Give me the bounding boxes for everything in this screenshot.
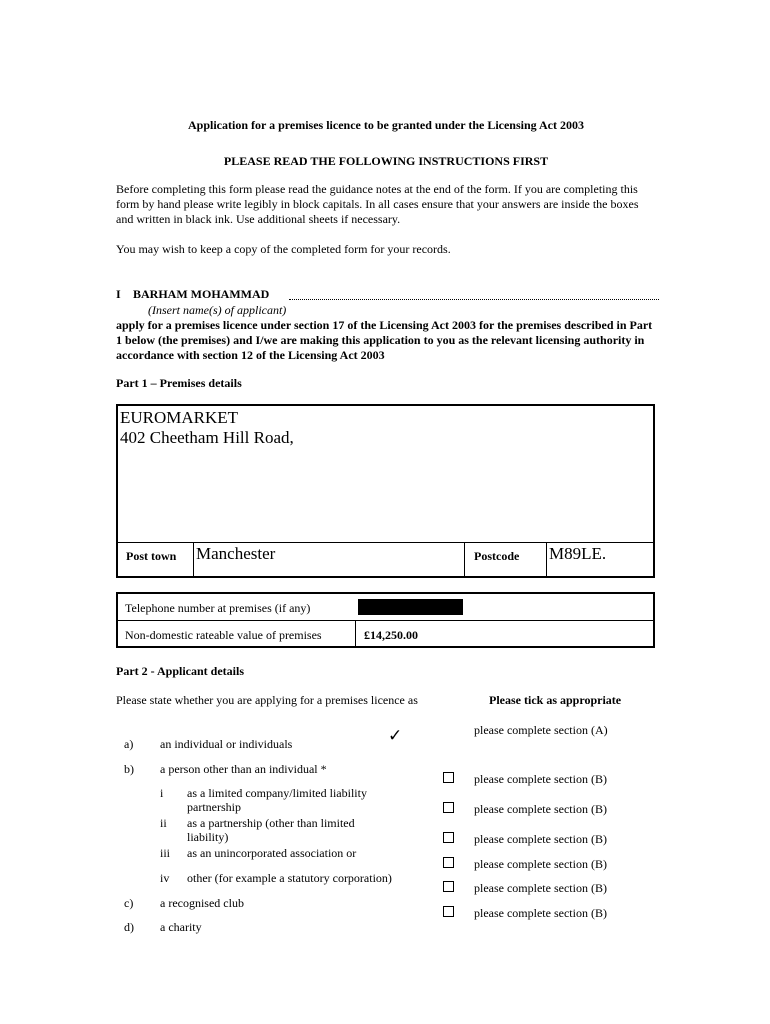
option-b-iii-text: as an unincorporated association or (187, 846, 357, 860)
option-b-section: please complete section (B) (474, 772, 607, 786)
postcode-value[interactable]: M89LE. (549, 544, 607, 563)
option-b-iii-section: please complete section (B) (474, 857, 607, 871)
post-town-label: Post town (126, 549, 177, 563)
option-b-ii-key: ii (160, 816, 167, 830)
info-row-divider (118, 620, 653, 621)
option-a-section: please complete section (A) (474, 723, 608, 737)
rateable-label: Non-domestic rateable value of premises (125, 628, 322, 642)
instructions-heading: PLEASE READ THE FOLLOWING INSTRUCTIONS FIRST (223, 154, 549, 168)
postcode-divider-left (464, 542, 465, 578)
address-line-1[interactable]: EUROMARKET (120, 408, 239, 427)
option-d-text: a charity (160, 920, 202, 934)
address-line-2[interactable]: 402 Cheetham Hill Road, (120, 428, 294, 447)
option-b-key: b) (124, 762, 134, 776)
option-c-checkbox[interactable] (443, 906, 454, 917)
option-b-iii-checkbox[interactable] (443, 857, 454, 868)
copy-note: You may wish to keep a copy of the completed form for your records. (116, 242, 451, 256)
option-b-i-key: i (160, 786, 164, 800)
option-d-key: d) (124, 920, 134, 934)
option-c-section: please complete section (B) (474, 906, 607, 920)
applicant-name[interactable]: BARHAM MOHAMMAD (133, 287, 270, 301)
option-b-i-section: please complete section (B) (474, 802, 607, 816)
instructions-paragraph: Before completing this form please read the guidance notes at the end of the form. If you are completing this form by hand please write legibly in block capitals. In all cases ensure that your answers are inside the boxes and written in black ink. Use additional sheets if necessary. (116, 182, 639, 226)
applicant-prefix: I (116, 287, 121, 301)
applicant-statement: apply for a premises licence under section 17 of the Licensing Act 2003 for the premises described in Part 1 below (the premises) and I/we are making this application to you as the relevant licensing authority in accordance with section 12 of the Licensing Act 2003 (116, 318, 653, 362)
postcode-divider-right (546, 542, 547, 578)
option-c-key: c) (124, 896, 134, 910)
post-town-divider (193, 542, 194, 578)
option-a-key: a) (124, 737, 134, 751)
option-a-text: an individual or individuals (160, 737, 293, 751)
form-title: Application for a premises licence to be granted under the Licensing Act 2003 (188, 118, 584, 132)
option-b-iv-key: iv (160, 871, 170, 885)
part2-question: Please state whether you are applying for a premises licence as (116, 693, 418, 707)
part1-heading: Part 1 – Premises details (116, 376, 242, 390)
premises-address-box (116, 404, 655, 578)
option-b-text: a person other than an individual * (160, 762, 327, 776)
applicant-name-hint: (Insert name(s) of applicant) (148, 303, 287, 317)
option-b-iii-key: iii (160, 846, 171, 860)
option-b-ii-text: as a partnership (other than limited liability) (187, 816, 355, 844)
post-town-value[interactable]: Manchester (196, 544, 276, 563)
telephone-label: Telephone number at premises (if any) (125, 601, 311, 615)
rateable-value[interactable]: £14,250.00 (364, 628, 418, 642)
option-b-i-text: as a limited company/limited liability partnership (187, 786, 367, 814)
applicant-name-dotted-line (289, 285, 659, 300)
rateable-divider (355, 620, 356, 646)
option-b-iv-section: please complete section (B) (474, 881, 607, 895)
premises-info-box (116, 592, 655, 648)
option-b-ii-checkbox[interactable] (443, 832, 454, 843)
option-b-ii-section: please complete section (B) (474, 832, 607, 846)
option-b-iv-text: other (for example a statutory corporation) (187, 871, 392, 885)
part2-heading: Part 2 - Applicant details (116, 664, 244, 678)
option-c-text: a recognised club (160, 896, 244, 910)
option-b-checkbox[interactable] (443, 772, 454, 783)
postcode-label: Postcode (474, 549, 520, 563)
telephone-redacted (358, 599, 463, 615)
option-b-iv-checkbox[interactable] (443, 881, 454, 892)
address-row-divider (118, 542, 653, 543)
option-a-tick-mark[interactable]: ✓ (388, 726, 403, 745)
tick-heading: Please tick as appropriate (489, 693, 622, 707)
option-b-i-checkbox[interactable] (443, 802, 454, 813)
